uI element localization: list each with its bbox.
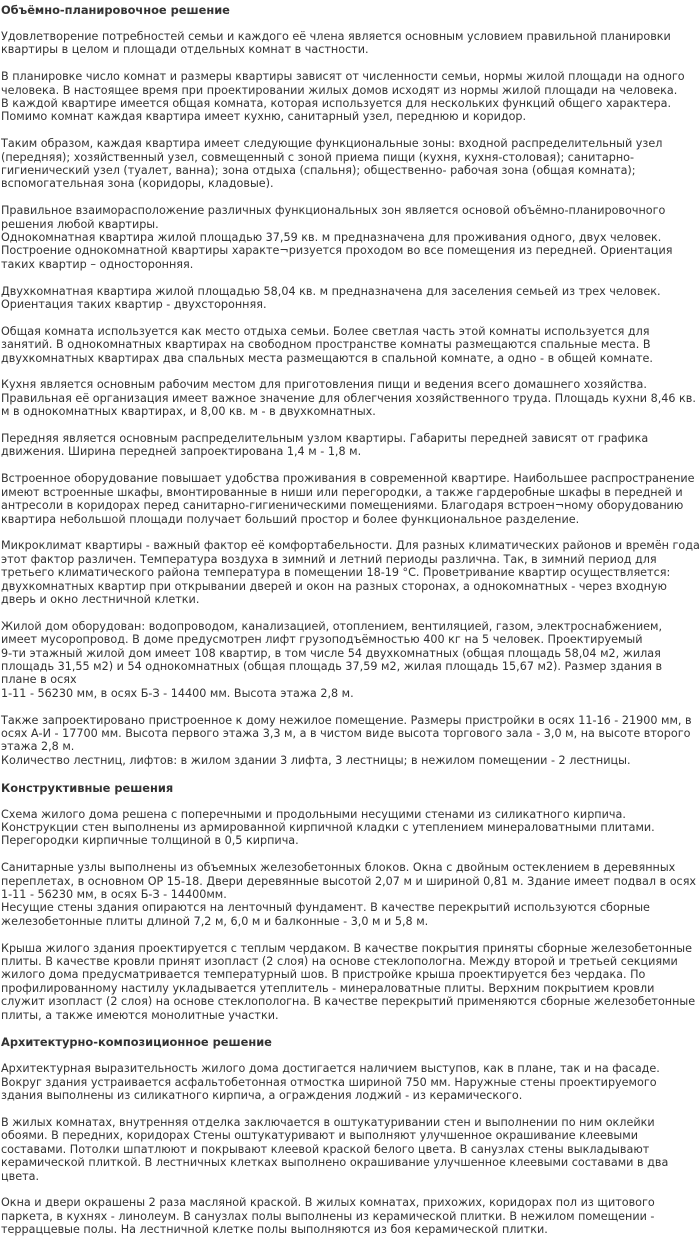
paragraph: Удовлетворение потребностей семьи и каждого её члена является основным условием правильной планировки квартиры в целом и площади отдельных комнат в частности. [1, 30, 671, 57]
paragraph: Микроклимат квартиры - важный фактор её комфортабельности. Для разных климатических районов и времён года этот фактор различен. Температура воздуха в зимний и летний периоды различна. Так, в зимний период для третьего климатического района температура в помещении 18-19 °С. Проветривание квартир осуществляется: двухкомнатных квартир при открывании дверей и окон на разных сторонах, а однокомнатных - через входную дверь и окно лестничной клетки. [1, 539, 700, 606]
paragraph: В планировке число комнат и размеры квартиры зависят от численности семьи, нормы жилой площади на одного человека. В настоящее время при проектировании жилых домов исходят из нормы жилой площади на человека. В каждой квартире имеется общая комната, которая используется для нескольких функций общего характера. Помимо комнат каждая квартира имеет кухню, санитарный узел, переднюю и коридор. [1, 70, 685, 124]
paragraph: Санитарные узлы выполнены из объемных железобетонных блоков. Окна с двойным остеклением в деревянных переплетах, в основном ОР 15-18. Двери деревянные высотой 2,07 м и шириной 0,81 м. Здание имеет подвал в осях 1-11 - 56230 мм, в осях Б-З - 14400мм. Несущие стены здания опираются на ленточный фундамент. В качестве перекрытий используются сборные железобетонные плиты длиной 7,2 м, 6,0 м и балконные - 3,0 м и 5,8 м. [1, 861, 697, 928]
section [1, 3, 700, 767]
paragraph: Общая комната используется как место отдыха семьи. Более светлая часть этой комнаты используется для занятий. В однокомнатных квартирах на свободном пространстве комнаты размещаются спальные места. В двухкомнатных квартирах два спальных места размещаются в спальной комнате, а одно - в общей комнате. [1, 324, 653, 365]
paragraph: Таким образом, каждая квартира имеет следующие функциональные зоны: входной распределительный узел (передняя); хозяйственный узел, совмещенный с зоной приема пищи (кухня, кухня-столовая); санитарно-гигиенический узел (туалет, ванна); зона отдыха (спальня); общественно- рабочая зона (общая комната); вспомогательная зона (коридоры, кладовые). [1, 137, 663, 191]
paragraph: Архитектурная выразительность жилого дома достигается наличием выступов, как в плане, так и на фасаде. Вокруг здания устраивается асфальтобетонная отмостка шириной 750 мм. Наружные стены проектируемого здания выполнены из силикатного кирпича, а ограждения лоджий - из керамического. [1, 1062, 660, 1103]
paragraph: Окна и двери окрашены 2 раза масляной краской. В жилых комнатах, прихожих, коридорах пол из щитового паркета, в кухнях - линолеум. В санузлах полы выполнены из керамической плитки. В нежилом помещении - терраццевые полы. На лестничной клетке полы выполняются из боя керамической плитки. [1, 1196, 655, 1237]
section-heading: Конструктивные решения [1, 780, 174, 795]
section [1, 781, 700, 1022]
paragraph: Жилой дом оборудован: водопроводом, канализацией, отоплением, вентиляцией, газом, электроснабжением, имеет мусоропровод. В доме предусмотрен лифт грузоподъёмностью 400 кг на 5 человек. Проектируемый 9-ти этажный жилой дом имеет 108 квартир, в том числе 54 двухкомнатных (общая площадь 58,04 м2, жилая площадь 31,55 м2) и 54 однокомнатных (общая площадь 37,59 м2, жилая площадь 15,67 м2). Размер здания в плане в осях 1-11 - 56230 мм, в осях Б-З - 14400 мм. Высота этажа 2,8 м. [1, 619, 663, 700]
paragraph: Крыша жилого здания проектируется с теплым чердаком. В качестве покрытия приняты сборные железобетонные плиты. В качестве кровли принят изопласт (2 слоя) на основе стеклопологна. Между второй и третьей секциями жилого дома предусматривается температурный шов. В пристройке крыша проектируется без чердака. По профилированному настилу укладывается утеплитель - минераловатные плиты. Верхним покрытием кровли служит изопласт (2 слоя) на основе стеклопологна. В качестве перекрытий применяются сборные железобетонные плиты, а также имеются монолитные участки. [1, 941, 696, 1022]
section-heading: Архитектурно-композиционное решение [1, 1035, 272, 1050]
section-heading: Объёмно-планировочное решение [1, 3, 230, 17]
paragraph: Правильное взаиморасположение различных функциональных зон является основой объёмно-планировочного решения любой квартиры. Однокомнатная квартира жилой площадью 37,59 кв. м предназначена для проживания одного, двух человек. Построение однокомнатной квартиры характе¬ризуется проходом во все помещения из передней. Ориентация таких квартир – односторонняя. [1, 204, 673, 271]
paragraph: Встроенное оборудование повышает удобства проживания в современной квартире. Наибольшее распространение имеют встроенные шкафы, вмонтированные в ниши или перегородки, а также гардеробные шкафы в передней и антресоли в коридорах перед санитарно-гигиеническими помещениями. Благодаря встроен¬ному оборудованию квартира небольшой площади получает больший простор и более функциональное разделение. [1, 472, 695, 526]
paragraph: Также запроектировано пристроенное к дому нежилое помещение. Размеры пристройки в осях 11-16 - 21900 мм, в осях А-И - 17700 мм. Высота первого этажа 3,3 м, а в чистом виде высота торгового зала - 3,0 м, на высоте второго этажа 2,8 м. Количество лестниц, лифтов: в жилом здании 3 лифта, 3 лестницы; в нежилом помещении - 2 лестницы. [1, 713, 692, 767]
paragraph: Кухня является основным рабочим местом для приготовления пищи и ведения всего домашнего хозяйства. Правильная её организация имеет важное значение для облегчения хозяйственного труда. Площадь кухни 8,46 кв. м в однокомнатных квартирах, и 8,00 кв. м - в двухкомнатных. [1, 378, 696, 419]
paragraph: Передняя является основным распределительным узлом квартиры. Габариты передней зависят от графика движения. Ширина передней запроектирована 1,4 м - 1,8 м. [1, 432, 649, 459]
paragraph: В жилых комнатах, внутренняя отделка заключается в оштукатуривании стен и выполнении по ним оклейки обоями. В передних, коридорах Стены оштукатуривают и выполняют улучшенное окрашивание клеевыми составами. Потолки шпатлюют и покрывают клеевой краской белого цвета. В санузлах стены выкладывают керамической плиткой. В лестничных клетках выполнено окрашивание улучшенное клеевыми составами в два цвета. [1, 1116, 669, 1183]
section [1, 1035, 700, 1236]
paragraph: Двухкомнатная квартира жилой площадью 58,04 кв. м предназначена для заселения семьей из трех человек. Ориентация таких квартир - двухсторонняя. [1, 284, 661, 312]
paragraph: Схема жилого дома решена с поперечными и продольными несущими стенами из силикатного кирпича. Конструкции стен выполнены из армированной кирпичной кладки с утеплением минераловатными плитами. Перегородки кирпичные толщиной в 0,5 кирпича. [1, 807, 655, 848]
